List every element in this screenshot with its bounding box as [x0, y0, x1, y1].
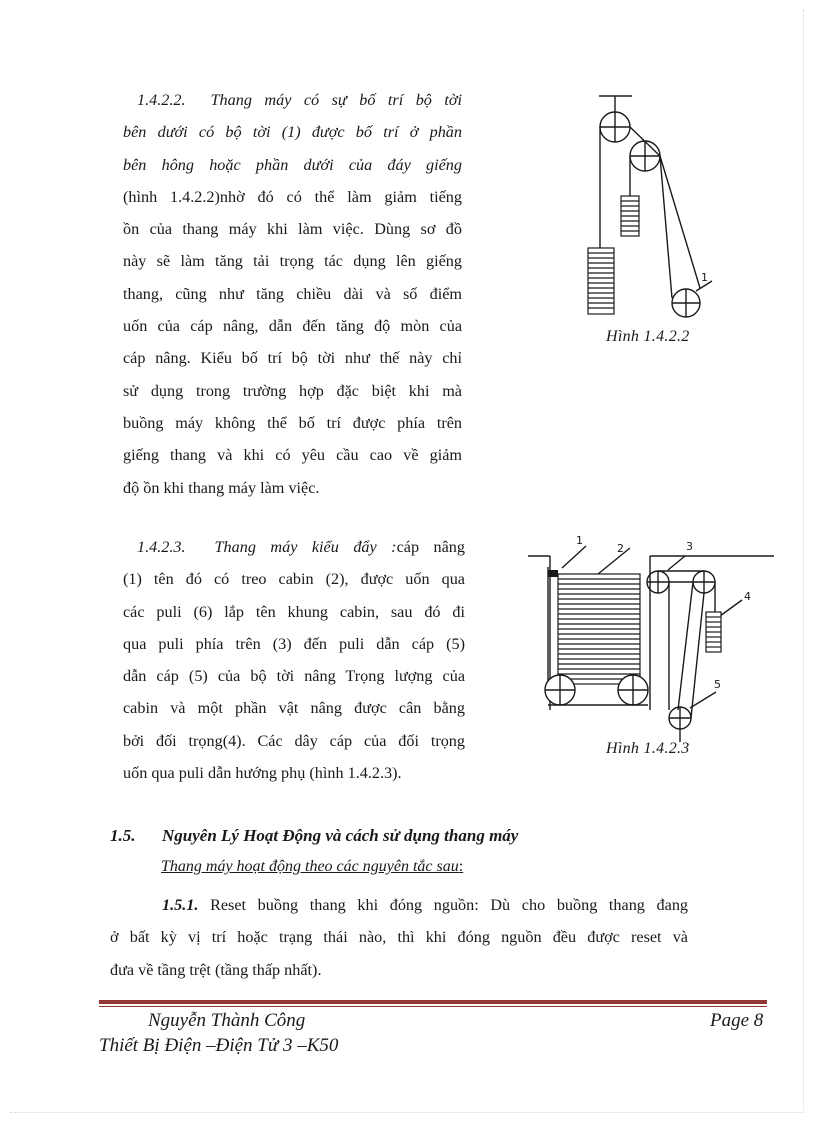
para-line — [123, 531, 465, 563]
item-line: ở bất kỳ vị trí hoặc trạng thái nào, thì khi đóng nguồn đều được reset và — [110, 928, 688, 947]
para-line: các puli (6) lắp tên khung cabin, sau đó đi — [123, 602, 465, 621]
cabin — [558, 574, 640, 684]
para-line: bên hông hoặc phần dưới của đáy giếng — [123, 155, 462, 174]
footer-page: Page 8 — [710, 1010, 764, 1031]
cable-anchor — [548, 570, 558, 577]
para-line: cáp nâng. Kiểu bố trí bộ tời như thế này chỉ — [123, 349, 462, 368]
para-line: này sẽ làm tăng tải trọng tác dụng lên giếng — [123, 252, 462, 271]
footer-author: Nguyễn Thành Công — [148, 1010, 306, 1031]
para-line: thang, cũng như tăng chiều dài và số điểm — [123, 284, 462, 303]
fig2-label-4: 4 — [744, 590, 751, 603]
section-subtitle: Thang máy hoạt động theo các nguyên tắc sau: — [161, 858, 464, 875]
para-line: ồn của thang máy khi làm việc. Dùng sơ đồ — [123, 220, 462, 239]
para-line: uốn qua puli dẫn hướng phụ (hình 1.4.2.3). — [123, 764, 402, 783]
footer-rule-thin — [99, 1006, 767, 1007]
paragraph-1-4-2-2 — [123, 84, 462, 504]
item-number: 1.5.1. — [162, 896, 199, 914]
item-line — [110, 889, 688, 921]
para-lead: Thang máy kiểu đẩy : — [214, 538, 397, 556]
para-line — [123, 84, 462, 116]
para-line: buồng máy không thể bố trí được phía trên — [123, 413, 462, 432]
paragraph-1-4-2-3 — [123, 531, 465, 789]
para-line: (hình 1.4.2.2)nhờ đó có thể làm giảm tiếng — [123, 187, 462, 206]
para-line: (1) tên đó có treo cabin (2), được uốn qua — [123, 570, 465, 589]
footer-rule — [99, 1000, 767, 1004]
para-line: cabin và một phần vật nâng được cân bằng — [123, 699, 465, 718]
para-line: bên dưới có bộ tời (1) được bố trí ở phần — [123, 123, 462, 142]
section-number: 1.5. — [110, 826, 136, 845]
para-line: độ ồn khi thang máy làm việc. — [123, 478, 320, 497]
subtitle-colon: : — [458, 858, 464, 875]
page-border-bottom — [10, 1112, 804, 1114]
fig1-label-1: 1 — [701, 271, 708, 284]
fig2-label-2: 2 — [617, 542, 624, 555]
para-text: cáp nâng — [396, 538, 465, 556]
figure-1-4-2-2 — [580, 88, 720, 328]
para-line: sử dụng trong trường hợp đặc biệt khi mà — [123, 381, 462, 400]
figure-caption-1: Hình 1.4.2.2 — [606, 328, 690, 345]
fig2-label-1: 1 — [576, 534, 583, 547]
footer-class: Thiết Bị Điện –Điện Tử 3 –K50 — [99, 1035, 339, 1056]
section-heading — [110, 826, 518, 846]
fig2-label-5: 5 — [714, 678, 721, 691]
left-counterweight — [588, 248, 614, 314]
page-border-right — [803, 10, 805, 1110]
para-text: Thang máy có sự bố trí bộ tời — [210, 91, 463, 109]
section-title: Nguyên Lý Hoạt Động và cách sử dụng thang máy — [162, 826, 519, 845]
fig2-label-3: 3 — [686, 540, 693, 553]
item-1-5-1 — [110, 889, 688, 986]
item-text: Reset buồng thang khi đóng nguồn: Dù cho buồng thang đang — [210, 896, 689, 914]
para-line: qua puli phía trên (3) đến puli dẫn cáp (5) — [123, 634, 465, 653]
para-line: bởi đối trọng(4). Các dây cáp của đối trọng — [123, 731, 465, 750]
item-line: đưa về tầng trệt (tầng thấp nhất). — [110, 960, 322, 979]
figure-1-4-2-3 — [528, 530, 778, 745]
para-number: 1.4.2.3. — [137, 538, 186, 556]
para-line: dẫn cáp (5) của bộ tời nâng Trọng lượng của — [123, 667, 465, 686]
para-line: giếng thang và khi có yêu cầu cao về giảm — [123, 446, 462, 465]
counterweight — [706, 612, 721, 652]
right-counterweight — [621, 196, 639, 236]
para-number: 1.4.2.2. — [137, 91, 186, 109]
figure-caption-2: Hình 1.4.2.3 — [606, 740, 690, 757]
para-line: uốn của cáp nâng, dẫn đến tăng độ mòn của — [123, 317, 462, 336]
